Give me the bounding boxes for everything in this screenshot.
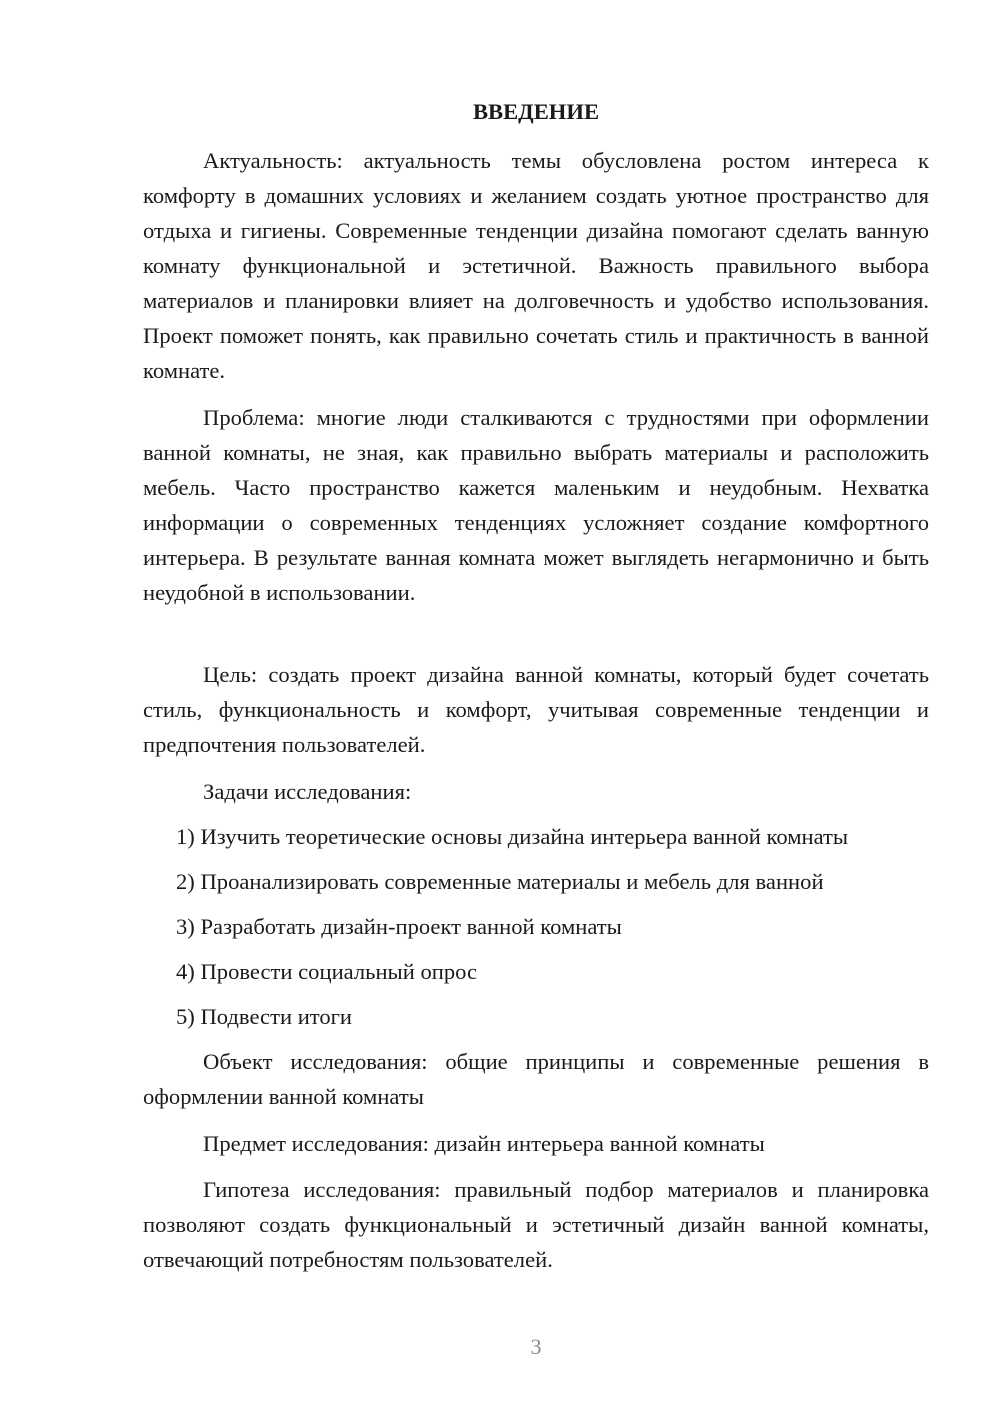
task-item-4: 4) Провести социальный опрос [176, 959, 478, 984]
task-item-3: 3) Разработать дизайн-проект ванной комнаты [176, 914, 622, 939]
page-title: ВВЕДЕНИЕ [472, 99, 600, 124]
task-item-5: 5) Подвести итоги [176, 1004, 353, 1029]
subject-paragraph: Предмет исследования: дизайн интерьера ванной комнаты [203, 1131, 765, 1156]
page-number: 3 [530, 1334, 542, 1359]
relevance-paragraph: Актуальность: актуальность темы обусловлена ростом интереса к комфорту в домашних условиях и желанием создать уютное пространство для отдыха и гигиены. Современные тенденции дизайна помогают сделать ванную комнату функциональной и эстетичной. Важность правильного выбора материалов и планировки влияет на долговечность и удобство использования. Проект поможет понять, как правильно сочетать стиль и практичность в ванной комнате. [143, 148, 929, 383]
task-item-1: 1) Изучить теоретические основы дизайна интерьера ванной комнаты [176, 824, 849, 849]
problem-paragraph: Проблема: многие люди сталкиваются с трудностями при оформлении ванной комнаты, не зная, как правильно выбрать материалы и расположить мебель. Часто пространство кажется маленьким и неудобным. Нехватка информации о современных тенденциях усложняет создание комфортного интерьера. В результате ванная комната может выглядеть негармонично и быть неудобной в использовании. [143, 405, 929, 605]
task-item-2: 2) Проанализировать современные материалы и мебель для ванной [176, 869, 824, 894]
goal-paragraph: Цель: создать проект дизайна ванной комнаты, который будет сочетать стиль, функциональность и комфорт, учитывая современные тенденции и предпочтения пользователей. [143, 662, 929, 757]
hypothesis-paragraph: Гипотеза исследования: правильный подбор материалов и планировка позволяют создать функциональный и эстетичный дизайн ванной комнаты, отвечающий потребностям пользователей. [143, 1177, 929, 1272]
tasks-heading: Задачи исследования: [203, 779, 412, 804]
object-paragraph: Объект исследования: общие принципы и современные решения в оформлении ванной комнаты [143, 1049, 929, 1109]
